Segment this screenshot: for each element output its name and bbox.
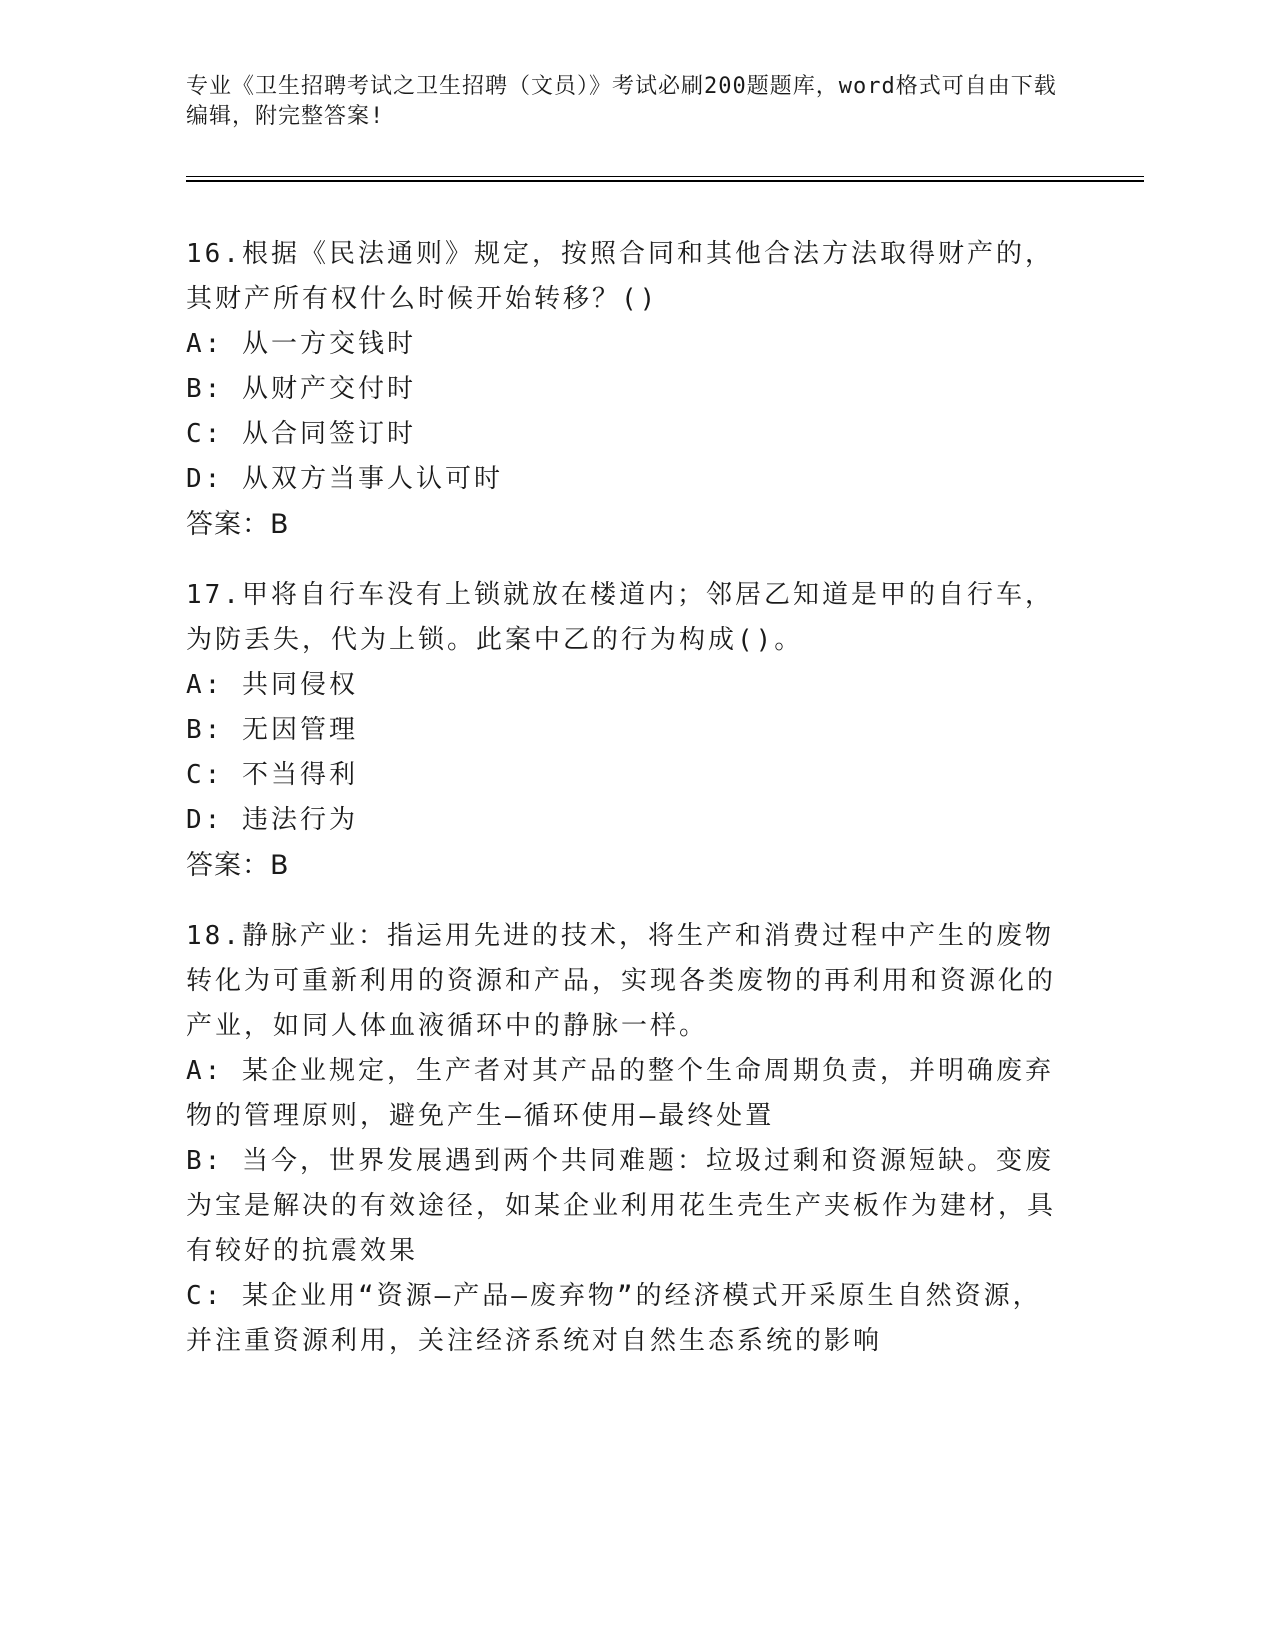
option-d: D: 从双方当事人认可时 (186, 464, 503, 494)
option-c: C: 某企业用“资源—产品—废弃物”的经济模式开采原生自然资源，并注重资源利用，关注经济系统对自然生态系统的影响 (186, 1281, 1042, 1356)
answer-label: 答案：B (186, 850, 290, 881)
divider-line-thick (186, 180, 1144, 182)
divider-line-thin (186, 176, 1144, 177)
answer-label: 答案：B (186, 509, 290, 540)
option-b: B: 无因管理 (186, 715, 358, 745)
option-c: C: 不当得利 (186, 760, 358, 790)
question-16 (186, 232, 1066, 547)
question-stem: 17.甲将自行车没有上锁就放在楼道内；邻居乙知道是甲的自行车，为防丢失，代为上锁。此案中乙的行为构成()。 (186, 580, 1054, 655)
option-b: B: 当今，世界发展遇到两个共同难题：垃圾过剩和资源短缺。变废为宝是解决的有效途径，如某企业利用花生壳生产夹板作为建材，具有较好的抗震效果 (186, 1146, 1057, 1266)
option-c: C: 从合同签订时 (186, 419, 416, 449)
option-b: B: 从财产交付时 (186, 374, 416, 404)
option-a: A: 从一方交钱时 (186, 329, 416, 359)
document-intro: 专业《卫生招聘考试之卫生招聘（文员）》考试必刷200题题库，word格式可自由下载编辑，附完整答案! (186, 74, 1057, 129)
question-17 (186, 573, 1066, 888)
question-stem: 18.静脉产业：指运用先进的技术，将生产和消费过程中产生的废物转化为可重新利用的资源和产品，实现各类废物的再利用和资源化的产业，如同人体血液循环中的静脉一样。 (186, 921, 1057, 1041)
option-d: D: 违法行为 (186, 805, 358, 835)
question-list (186, 232, 1066, 1390)
option-a: A: 某企业规定，生产者对其产品的整个生命周期负责，并明确废弃物的管理原则，避免产生—循环使用—最终处置 (186, 1056, 1054, 1131)
question-stem: 16.根据《民法通则》规定，按照合同和其他合法方法取得财产的，其财产所有权什么时候开始转移？() (186, 239, 1054, 314)
question-18 (186, 914, 1066, 1364)
option-a: A: 共同侵权 (186, 670, 358, 700)
